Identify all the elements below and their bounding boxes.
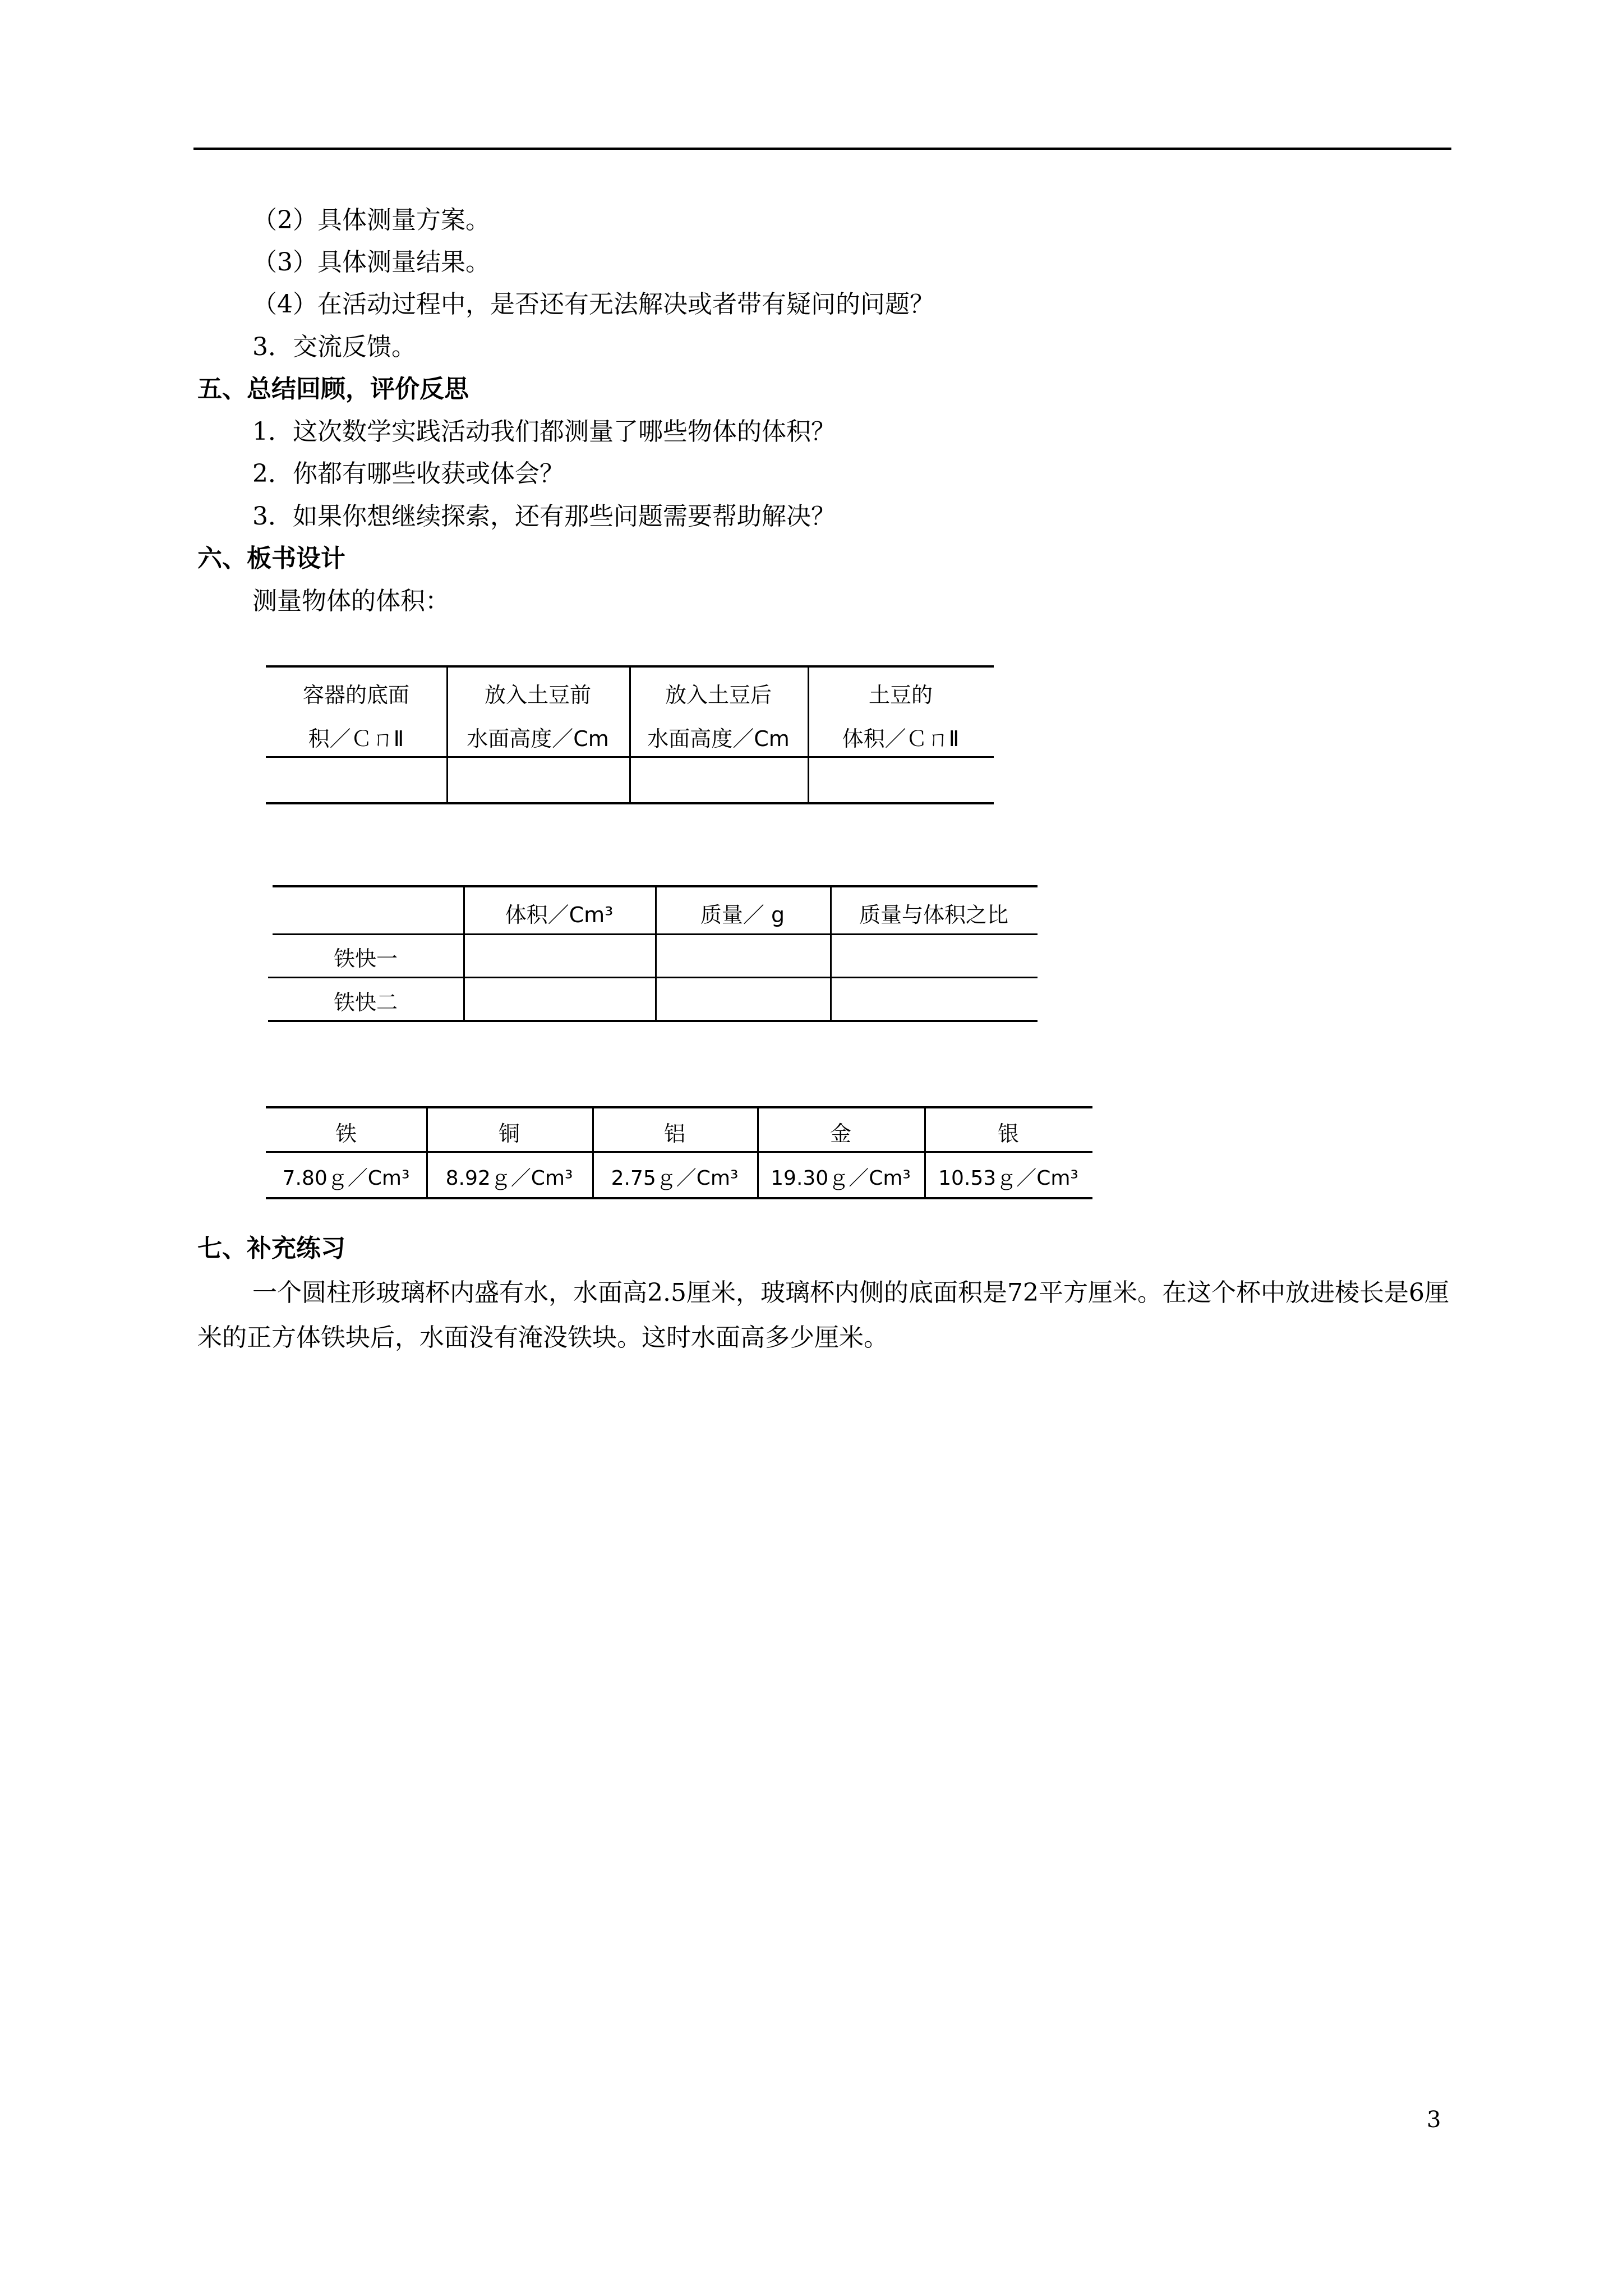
- section-heading-6: 六、板书设计: [197, 544, 345, 573]
- question-2: 2．你都有哪些收获或体会？: [252, 459, 564, 488]
- section-heading-7: 七、补充练习: [197, 1234, 345, 1263]
- metal-density-table: [266, 1106, 1092, 1202]
- metal-copper: 铜: [498, 1121, 520, 1146]
- metal-aluminum: 铝: [663, 1121, 685, 1146]
- header-mass: 质量／ g: [700, 903, 785, 927]
- density-silver: 10.53ｇ／Cm³: [938, 1167, 1078, 1190]
- row-label-iron-2: 铁快二: [333, 990, 398, 1015]
- header-before-line2: 水面高度／Cm: [467, 726, 609, 751]
- density-gold: 19.30ｇ／Cm³: [771, 1167, 911, 1190]
- header-potato-volume-line1: 土豆的: [868, 683, 933, 707]
- metal-gold: 金: [829, 1121, 851, 1146]
- density-aluminum: 2.75ｇ／Cm³: [611, 1167, 739, 1190]
- header-base-area-line2: 积／ＣㄇⅡ: [308, 726, 404, 751]
- metal-silver: 银: [997, 1121, 1019, 1146]
- header-after-line1: 放入土豆后: [665, 683, 772, 707]
- list-item-4: （4）在活动过程中，是否还有无法解决或者带有疑问的问题？: [252, 290, 934, 319]
- header-volume: 体积／Cm³: [505, 903, 614, 927]
- header-rule: [193, 148, 1451, 150]
- row-label-iron-1: 铁快一: [333, 946, 398, 971]
- metal-iron: 铁: [335, 1121, 357, 1146]
- iron-block-table: [268, 885, 1038, 1027]
- board-title: 测量物体的体积：: [252, 587, 450, 615]
- page-number: 3: [1427, 2107, 1441, 2133]
- header-ratio: 质量与体积之比: [859, 903, 1008, 927]
- header-base-area-line1: 容器的底面: [302, 683, 409, 707]
- header-after-line2: 水面高度／Cm: [647, 726, 790, 751]
- density-copper: 8.92ｇ／Cm³: [445, 1167, 573, 1190]
- list-item-3: （3）具体测量结果。: [252, 248, 490, 277]
- exercise-text: 一个圆柱形玻璃杯内盛有水，水面高2.5厘米，玻璃杯内侧的底面积是72平方厘米。在这个杯中放进棱长是6厘米的正方体铁块后，水面没有淹没铁块。这时水面高多少厘米。: [197, 1278, 1449, 1352]
- step-3: 3．交流反馈。: [252, 333, 416, 361]
- potato-volume-table: [266, 665, 994, 806]
- list-item-2: （2）具体测量方案。: [252, 206, 490, 234]
- header-before-line1: 放入土豆前: [484, 683, 591, 707]
- question-1: 1．这次数学实践活动我们都测量了哪些物体的体积？: [252, 417, 836, 446]
- question-3: 3．如果你想继续探索，还有那些问题需要帮助解决？: [252, 502, 836, 531]
- header-potato-volume-line2: 体积／ＣㄇⅡ: [842, 726, 960, 751]
- density-iron: 7.80ｇ／Cm³: [282, 1167, 410, 1190]
- section-heading-5: 五、总结回顾，评价反思: [197, 375, 469, 403]
